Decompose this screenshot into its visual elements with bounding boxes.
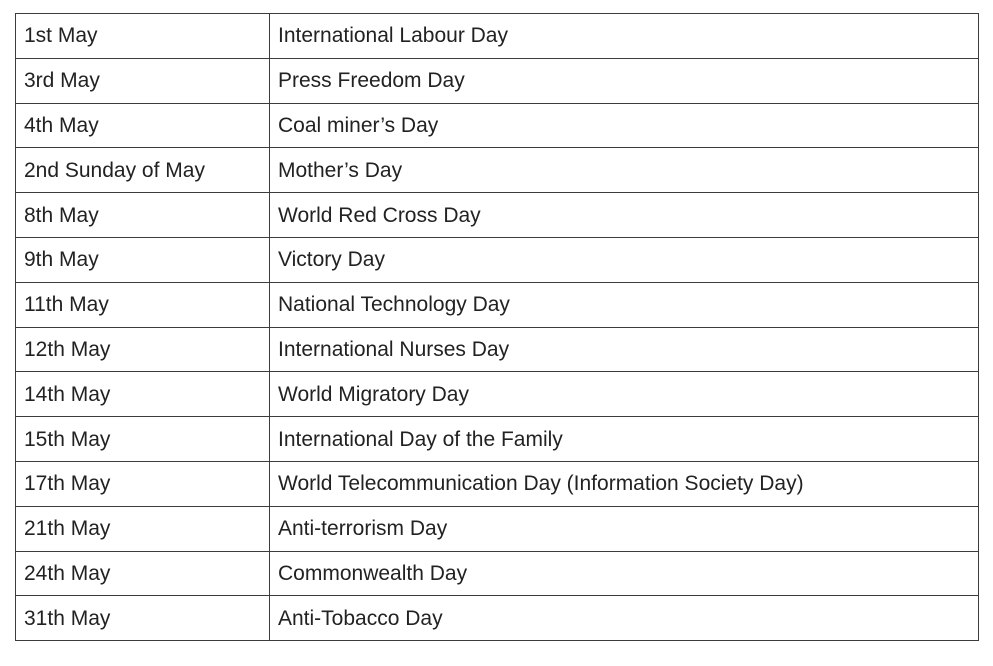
table-row: [16, 372, 979, 417]
table-row: [16, 551, 979, 596]
table-row: [16, 596, 979, 641]
event-cell: World Telecommunication Day (Information Society Day): [270, 461, 979, 506]
event-cell: Mother’s Day: [270, 148, 979, 193]
table-row: [16, 237, 979, 282]
event-cell: Victory Day: [270, 237, 979, 282]
date-cell: 21th May: [16, 506, 270, 551]
date-cell: 24th May: [16, 551, 270, 596]
date-cell: 3rd May: [16, 58, 270, 103]
date-cell: 14th May: [16, 372, 270, 417]
table-row: [16, 148, 979, 193]
table-row: [16, 327, 979, 372]
date-cell: 2nd Sunday of May: [16, 148, 270, 193]
event-cell: International Nurses Day: [270, 327, 979, 372]
date-cell: 12th May: [16, 327, 270, 372]
event-cell: Anti-Tobacco Day: [270, 596, 979, 641]
table-row: [16, 417, 979, 462]
event-cell: International Labour Day: [270, 14, 979, 59]
date-cell: 9th May: [16, 237, 270, 282]
may-important-days-table: [15, 13, 979, 641]
date-cell: 4th May: [16, 103, 270, 148]
date-cell: 15th May: [16, 417, 270, 462]
event-cell: World Red Cross Day: [270, 193, 979, 238]
table-row: [16, 58, 979, 103]
table-row: [16, 14, 979, 59]
event-cell: Commonwealth Day: [270, 551, 979, 596]
table-row: [16, 193, 979, 238]
may-important-days-table-container: [15, 13, 979, 641]
table-row: [16, 282, 979, 327]
table-row: [16, 461, 979, 506]
event-cell: International Day of the Family: [270, 417, 979, 462]
table-row: [16, 103, 979, 148]
table-row: [16, 506, 979, 551]
event-cell: Coal miner’s Day: [270, 103, 979, 148]
date-cell: 11th May: [16, 282, 270, 327]
event-cell: World Migratory Day: [270, 372, 979, 417]
date-cell: 31th May: [16, 596, 270, 641]
event-cell: Press Freedom Day: [270, 58, 979, 103]
event-cell: National Technology Day: [270, 282, 979, 327]
date-cell: 17th May: [16, 461, 270, 506]
date-cell: 8th May: [16, 193, 270, 238]
event-cell: Anti-terrorism Day: [270, 506, 979, 551]
date-cell: 1st May: [16, 14, 270, 59]
